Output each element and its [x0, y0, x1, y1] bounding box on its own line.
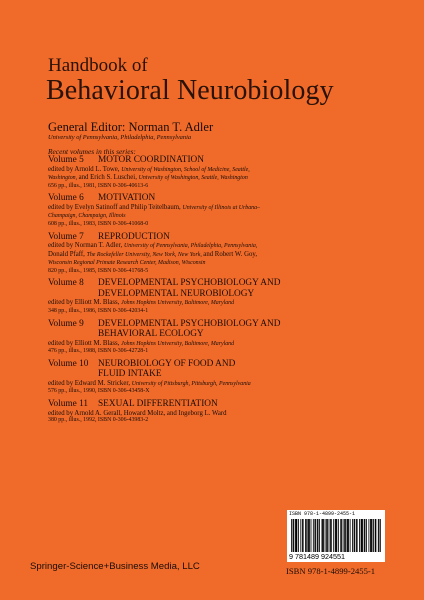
volume-editors-line [48, 166, 408, 175]
barcode-bar [336, 519, 337, 552]
barcode [287, 510, 385, 562]
volume-number: Volume 11 [48, 399, 89, 409]
barcode-bar [336, 519, 337, 552]
volume-number: Volume 8 [48, 278, 84, 289]
barcode-bar [303, 519, 304, 552]
barcode-bar [361, 519, 362, 552]
barcode-bar [291, 519, 292, 552]
volume-editors-line [48, 212, 408, 221]
editor-affiliation: Washington, [48, 175, 79, 182]
barcode-bar [340, 519, 341, 552]
barcode-bar [317, 519, 318, 552]
volume-editors-line [48, 204, 408, 213]
barcode-bar [325, 519, 326, 552]
editor-affiliation: University of Washington, School of Medicine, Seattle, [121, 166, 250, 173]
barcode-bar [295, 519, 296, 552]
volume-publication-info: 656 pp., illus., 1981, ISBN 0-306-40613-6 [48, 182, 149, 189]
barcode-bar [341, 519, 342, 552]
volume-editors-line [48, 340, 408, 349]
barcode-bar [359, 519, 360, 552]
barcode-digits: 9 781489 924551 [289, 552, 345, 561]
barcode-bar [372, 519, 373, 552]
barcode-bar [368, 519, 369, 552]
volume-entry [48, 193, 408, 227]
editor-affiliation: Wisconsin Regional Primate Research Center, Madison, Wisconsin [48, 260, 206, 267]
volume-heading [48, 232, 408, 243]
editor-names: edited by Evelyn Satinoff and Philip Teitelbaum, [48, 203, 183, 211]
series-title: Handbook of [48, 55, 148, 76]
volume-heading [48, 278, 408, 299]
barcode-bar [361, 519, 362, 552]
barcode-bar [379, 519, 380, 552]
volume-publication-info: 608 pp., illus., 1983, ISBN 0-306-41068-0 [48, 220, 149, 227]
volume-editors-line [48, 410, 408, 418]
volume-editors-line [48, 242, 408, 251]
volume-title: DEVELOPMENTAL PSYCHOBIOLOGY AND DEVELOPMENTAL NEUROBIOLOGY [98, 278, 281, 299]
barcode-bar [293, 519, 294, 552]
barcode-bar [357, 519, 358, 552]
barcode-bar [333, 519, 334, 552]
barcode-bar [307, 519, 308, 552]
barcode-bar [322, 519, 323, 552]
volume-entry [48, 155, 408, 189]
barcode-bar [309, 519, 310, 552]
volume-entry [48, 399, 408, 424]
barcode-bar [323, 519, 324, 552]
editor-names: and Robert W. Goy, [203, 250, 258, 258]
editor-names: edited by Arnold A. Gerall, Howard Moltz, and Ingeborg L. Ward [48, 409, 227, 417]
volume-publication-info: 380 pp., illus., 1992, ISBN 0-306-43983-2 [48, 417, 149, 424]
barcode-bar [354, 519, 355, 552]
volume-entry [48, 359, 408, 395]
barcode-bar [302, 519, 303, 552]
editor-names: edited by Elliott M. Blass, [48, 299, 122, 307]
barcode-bar [300, 519, 301, 552]
editor-names: edited by Elliott M. Blass, [48, 339, 122, 347]
volume-list [48, 155, 408, 424]
volume-editors-line [48, 259, 408, 268]
barcode-bar [311, 519, 312, 552]
editor-affiliation: Champaign, Champaign, Illinois [48, 213, 126, 220]
barcode-bar [362, 519, 363, 552]
barcode-bar [330, 519, 331, 552]
volume-heading [48, 193, 408, 204]
volume-number: Volume 9 [48, 318, 84, 329]
editor-affiliation: Johns Hopkins University, Baltimore, Maryland [121, 340, 235, 347]
editor-affiliation: University of Pittsburgh, Pittsburgh, Pennsylvania [131, 380, 251, 387]
barcode-bar [327, 519, 328, 552]
volume-heading [48, 155, 408, 166]
editor-affiliation: The Rockefeller University, New York, New York, [86, 251, 204, 258]
general-editor-affiliation: University of Pennsylvania, Philadelphia, Pennsylvania [48, 134, 192, 141]
barcode-bar [338, 519, 339, 552]
recent-volumes-label: Recent volumes in this series: [48, 147, 136, 156]
barcode-bar [356, 519, 357, 552]
barcode-bar [298, 519, 299, 552]
volume-editors-line [48, 174, 408, 183]
barcode-bar [331, 519, 332, 552]
volume-number: Volume 6 [48, 193, 84, 204]
barcode-bar [373, 519, 374, 552]
editor-affiliation: University of Illinois at Urbana– [182, 204, 260, 211]
editor-names: edited by Arnold L. Towe, [48, 165, 122, 173]
barcode-bar [296, 519, 297, 552]
barcode-bar [347, 519, 348, 552]
isbn: ISBN 978-1-4899-2455-1 [286, 566, 376, 576]
editor-names: edited by Edward M. Stricker, [48, 379, 132, 387]
volume-editors-line [48, 251, 408, 260]
volume-title: MOTIVATION [98, 193, 156, 204]
barcode-bar [378, 519, 379, 552]
volume-number: Volume 7 [48, 231, 84, 242]
volume-title: SEXUAL DIFFERENTIATION [98, 399, 218, 409]
barcode-bar [319, 519, 320, 552]
barcode-bar [315, 519, 316, 552]
barcode-isbn-text: ISBN 978-1-4899-2455-1 [289, 511, 356, 517]
editor-names: edited by Norman T. Adler, [48, 242, 124, 250]
volume-title: MOTOR COORDINATION [98, 155, 204, 165]
barcode-bar [347, 519, 348, 552]
barcode-bar [366, 519, 367, 552]
barcode-bar [335, 519, 336, 552]
volume-heading [48, 399, 408, 410]
barcode-bar [350, 519, 351, 552]
barcode-bar [329, 519, 330, 552]
barcode-bar [371, 519, 372, 552]
barcode-bar [375, 519, 376, 552]
publisher-name: Springer-Science+Business Media, LLC [30, 561, 200, 572]
barcode-bar [313, 519, 314, 552]
editor-names: Donald Pfaff, [48, 250, 87, 258]
barcode-bar [354, 519, 355, 552]
editor-affiliation: Johns Hopkins University, Baltimore, Maryland [121, 300, 235, 307]
editor-affiliation: University of Washington, Seattle, Washington [138, 175, 248, 182]
editor-names: and Erich S. Luschei, [78, 174, 139, 182]
barcode-bar [376, 519, 377, 552]
barcode-bar [322, 519, 323, 552]
barcode-bar [344, 519, 345, 552]
barcode-bar [364, 519, 365, 552]
volume-heading [48, 319, 408, 340]
barcode-bar [343, 519, 344, 552]
main-title: Behavioral Neurobiology [46, 75, 334, 106]
barcode-bar [352, 519, 353, 552]
barcode-bar [365, 519, 366, 552]
editor-affiliation: University of Pennsylvania, Philadelphia, Pennsylvania, [123, 243, 258, 250]
volume-publication-info: 820 pp., illus., 1985, ISBN 0-306-41768-5 [48, 267, 149, 274]
barcode-bar [326, 519, 327, 552]
barcode-bar [314, 519, 315, 552]
barcode-bar [306, 519, 307, 552]
volume-publication-info: 576 pp., illus., 1990, ISBN 0-306-43458-X [48, 388, 150, 395]
barcode-bar [380, 519, 381, 552]
barcode-bars [291, 519, 381, 552]
volume-title: DEVELOPMENTAL PSYCHOBIOLOGY AND BEHAVIORAL ECOLOGY [98, 318, 281, 340]
barcode-bar [370, 519, 371, 552]
volume-publication-info: 476 pp., illus., 1988, ISBN 0-306-42728-1 [48, 348, 149, 355]
volume-entry [48, 319, 408, 355]
barcode-bar [308, 519, 309, 552]
volume-publication-info: 348 pp., illus., 1986, ISBN 0-306-42034-1 [48, 308, 149, 315]
volume-title: REPRODUCTION [98, 231, 170, 242]
general-editor: General Editor: Norman T. Adler [48, 120, 214, 134]
volume-editors-line [48, 299, 408, 308]
volume-editors-line [48, 380, 408, 389]
barcode-bar [345, 519, 346, 552]
volume-number: Volume 10 [48, 358, 89, 369]
volume-number: Volume 5 [48, 155, 84, 165]
volume-title: NEUROBIOLOGY OF FOOD AND FLUID INTAKE [98, 358, 236, 380]
volume-entry [48, 232, 408, 275]
volume-heading [48, 359, 408, 380]
barcode-bar [305, 519, 306, 552]
barcode-bar [296, 519, 297, 552]
barcode-bar [318, 519, 319, 552]
barcode-bar [293, 519, 294, 552]
barcode-bar [348, 519, 349, 552]
volume-entry [48, 278, 408, 314]
